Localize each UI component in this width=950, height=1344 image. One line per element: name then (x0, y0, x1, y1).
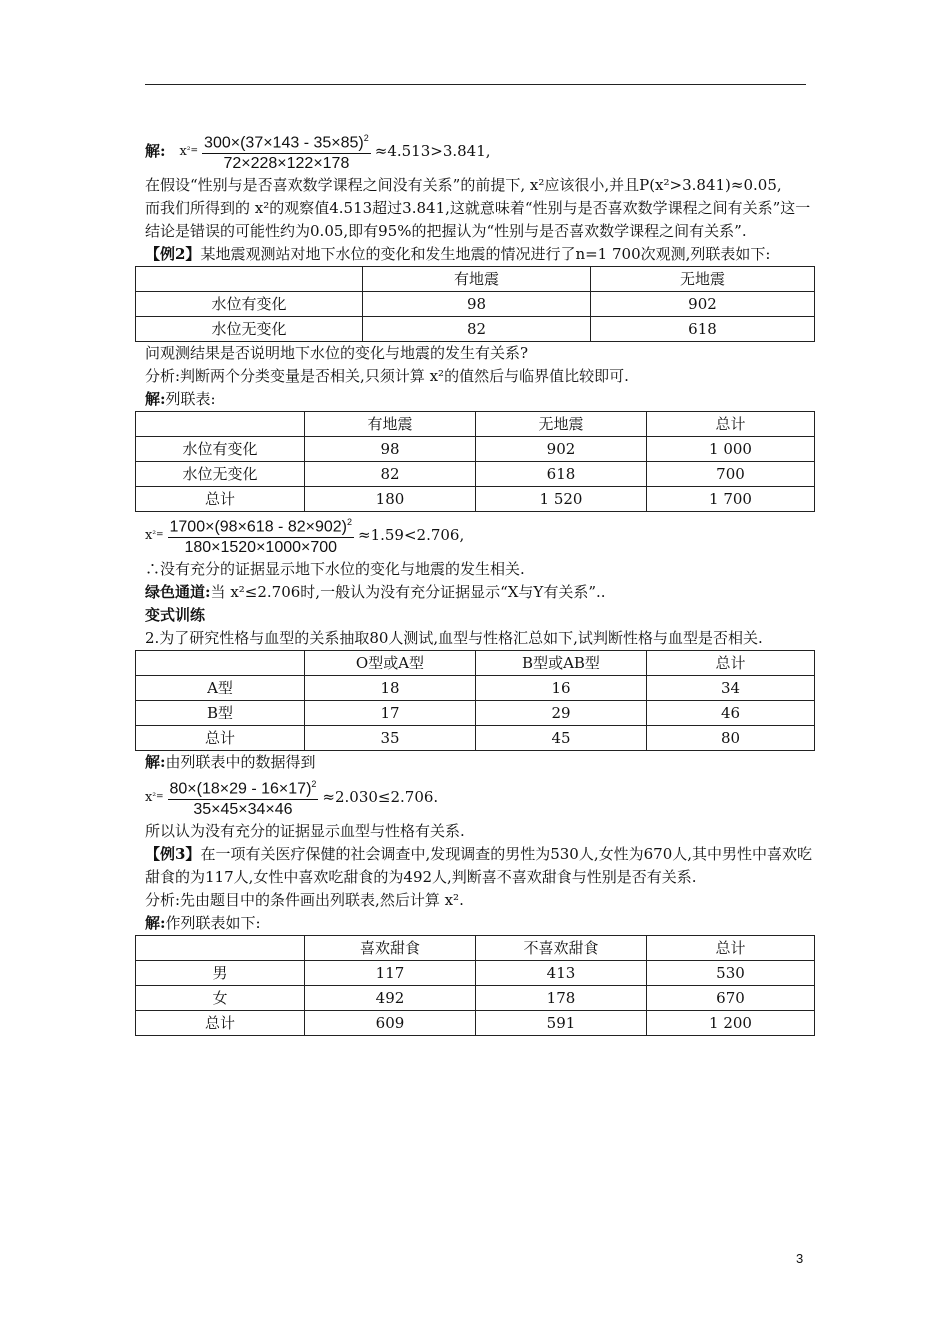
numerator: $300\times(37\times 143 - 35\times 85)^2$ (202, 128, 371, 154)
table-row: 水位无变化 82 618 (136, 317, 815, 342)
example-tag: 【例2】 (145, 245, 201, 263)
table-ex2-b (135, 411, 815, 512)
example-tag: 【例3】 (145, 845, 201, 863)
table-row: A型 18 16 34 (136, 676, 815, 701)
header-rule (145, 84, 806, 85)
denominator: 180×1520×1000×700 (184, 539, 338, 557)
formula-result: ≈1.59<2.706, (358, 525, 465, 544)
paragraph: 在假设“性别与是否喜欢数学课程之间没有关系”的前提下, x²应该很小,并且P(x²>3.841)≈0.05, (145, 176, 782, 194)
numerator: $80\times(18\times 29 - 16\times 17)^2$ (168, 774, 319, 800)
page-content (145, 128, 815, 1036)
formula-1 (145, 128, 815, 174)
chi-symbol: x (179, 143, 187, 159)
analysis: 分析:判断两个分类变量是否相关,只须计算 x²的值然后与临界值比较即可. (145, 367, 629, 385)
table-row: 男 117 413 530 (136, 961, 815, 986)
conclusion: 所以认为没有充分的证据显示血型与性格有关系. (145, 822, 465, 840)
table-variant (135, 650, 815, 751)
chi-symbol: x (145, 789, 153, 805)
table-header-row: O型或A型 B型或AB型 总计 (136, 651, 815, 676)
analysis: 分析:先由题目中的条件画出列联表,然后计算 x². (145, 891, 464, 909)
solution: 解:作列联表如下: (145, 914, 261, 932)
solution: 解:列联表: (145, 390, 216, 408)
table-header-row: 喜欢甜食 不喜欢甜食 总计 (136, 936, 815, 961)
conclusion: ∴没有充分的证据显示地下水位的变化与地震的发生相关. (145, 560, 525, 578)
formula-result: ≈4.513>3.841, (374, 141, 491, 160)
solution-label: 解: (145, 141, 166, 160)
table-row: 女 492 178 670 (136, 986, 815, 1011)
example-3: 【例3】在一项有关医疗保健的社会调查中,发现调查的男性为530人,女性为670人,其中男性中喜欢吃甜食的为117人,女性中喜欢吃甜食的为492人,判断喜不喜欢甜食与性别是否有关系. (145, 845, 813, 886)
table-row: 水位有变化 98 902 (136, 292, 815, 317)
table-row: 水位无变化 82 618 700 (136, 462, 815, 487)
table-row: 总计 180 1 520 1 700 (136, 487, 815, 512)
table-row: B型 17 29 46 (136, 701, 815, 726)
paragraph: 而我们所得到的 x²的观察值4.513超过3.841,这就意味着“性别与是否喜欢数学课程之间有关系”这一结论是错误的可能性约为0.05,即有95%的把握认为“性别与是否喜欢数学课程之间有关系”. (145, 199, 811, 240)
formula-3: x ²= $\frac{80\times(18\times 29 - 16\times 17)^2}{35\times 45\times 34\times 46}$ ≈2.030≤2.706. (145, 774, 815, 820)
fraction (168, 774, 319, 820)
denominator: 72×228×122×178 (223, 155, 350, 173)
table-row: 水位有变化 98 902 1 000 (136, 437, 815, 462)
table-header-row: 有地震 无地震 (136, 267, 815, 292)
solution: 解:由列联表中的数据得到 (145, 753, 316, 771)
table-header-row: 有地震 无地震 总计 (136, 412, 815, 437)
formula-result: ≈2.030≤2.706. (322, 787, 439, 806)
formula-2: x ²= $\frac{1700\times(98\times 618 - 82\times 902)^2}{180\times 1520\times 1000\times 700}$ ≈1.59<2.706, (145, 512, 815, 558)
variant-text: 2.为了研究性格与血型的关系抽取80人测试,血型与性格汇总如下,试判断性格与血型是否相关. (145, 629, 763, 647)
page-number: 3 (796, 1251, 804, 1266)
table-row: 总计 35 45 80 (136, 726, 815, 751)
fraction (168, 512, 355, 558)
section-title: 变式训练 (145, 606, 206, 624)
question: 问观测结果是否说明地下水位的变化与地震的发生有关系? (145, 344, 529, 362)
table-row: 总计 609 591 1 200 (136, 1011, 815, 1036)
denominator: 35×45×34×46 (193, 801, 293, 819)
example-text: 某地震观测站对地下水位的变化和发生地震的情况进行了n=1 700次观测,列联表如下: (200, 245, 771, 263)
chi-eq: ²= (186, 145, 199, 156)
table-ex2-a (135, 266, 815, 342)
chi-symbol: x (145, 527, 153, 543)
example-2 (145, 243, 815, 266)
green-channel: 绿色通道:当 x²≤2.706时,一般认为没有充分证据显示“X与Y有关系”.. (145, 583, 606, 601)
fraction (202, 128, 371, 174)
numerator: $1700\times(98\times 618 - 82\times 902)^2$ (168, 512, 355, 538)
table-ex3 (135, 935, 815, 1036)
